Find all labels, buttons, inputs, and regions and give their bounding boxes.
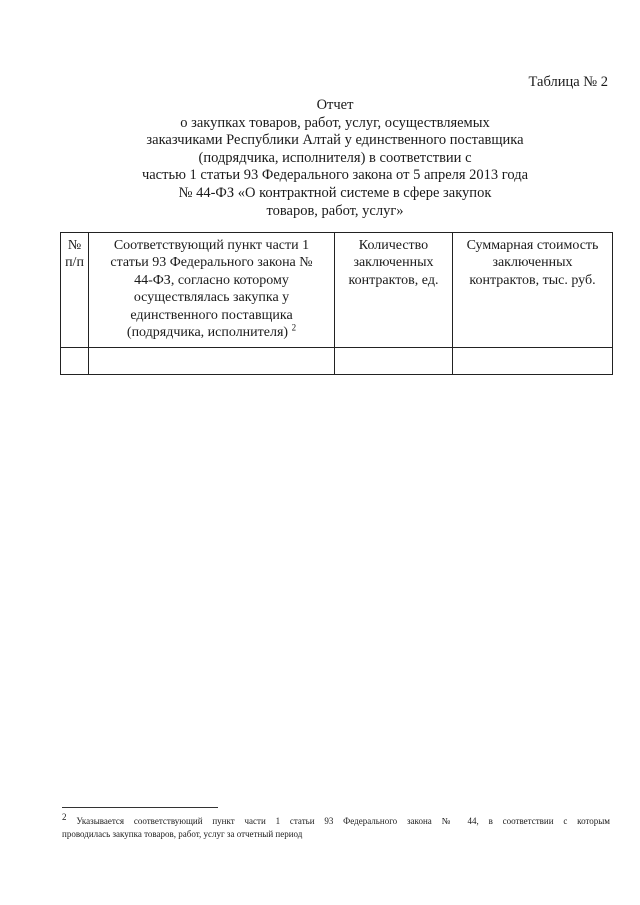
table-row	[61, 348, 613, 375]
title-line: № 44-ФЗ «О контрактной системе в сфере закупок	[178, 184, 492, 201]
footnote-divider	[62, 807, 218, 808]
table-cell	[453, 348, 613, 375]
header-line-text: (подрядчика, исполнителя)	[126, 325, 289, 341]
footnote	[62, 812, 611, 841]
table-cell	[89, 348, 335, 375]
table-number: Таблица № 2	[528, 74, 608, 90]
header-line: контрактов, ед.	[348, 272, 439, 288]
title-line: Отчет	[316, 97, 354, 113]
title-line: частью 1 статьи 93 Федерального закона от 5 апреля 2013 года	[141, 167, 529, 184]
table-cell	[335, 348, 453, 375]
header-line	[92, 324, 331, 341]
header-line: заключенных	[492, 255, 573, 271]
header-number	[61, 233, 89, 348]
title-line: товаров, работ, услуг»	[266, 202, 404, 219]
report-title	[120, 97, 550, 220]
title-line: заказчиками Республики Алтай у единственного поставщика	[146, 132, 524, 149]
report-table	[60, 232, 613, 375]
header-clause	[89, 233, 335, 348]
header-line: Количество	[358, 238, 429, 253]
header-line: 44-ФЗ, согласно которому	[134, 272, 289, 288]
header-line: заключенных	[353, 255, 434, 271]
table-cell	[61, 348, 89, 375]
header-count	[335, 233, 453, 348]
header-line: п/п	[65, 255, 84, 271]
footnote-line	[62, 812, 611, 828]
title-line: о закупках товаров, работ, услуг, осуществляемых	[180, 114, 490, 131]
header-sum	[453, 233, 613, 348]
header-line: Суммарная стоимость	[466, 238, 599, 253]
footnote-mark: 2	[62, 812, 67, 822]
footnote-reference: 2	[291, 322, 297, 333]
footnote-line: проводилась закупка товаров, работ, услуг за отчетный период	[62, 829, 303, 839]
title-line: (подрядчика, исполнителя) в соответствии с	[198, 149, 472, 166]
header-line: единственного поставщика	[130, 307, 293, 323]
header-line: статьи 93 Федерального закона №	[110, 255, 313, 271]
footnote-text: Указывается соответствующий пункт части 1 статьи 93 Федерального закона № 44, в соответствии с которым	[76, 816, 611, 826]
table-header-row	[61, 233, 613, 348]
header-line: Соответствующий пункт части 1	[113, 238, 310, 253]
header-line: контрактов, тыс. руб.	[469, 272, 596, 288]
header-line: осуществлялась закупка у	[133, 290, 290, 306]
header-line: №	[67, 238, 82, 253]
